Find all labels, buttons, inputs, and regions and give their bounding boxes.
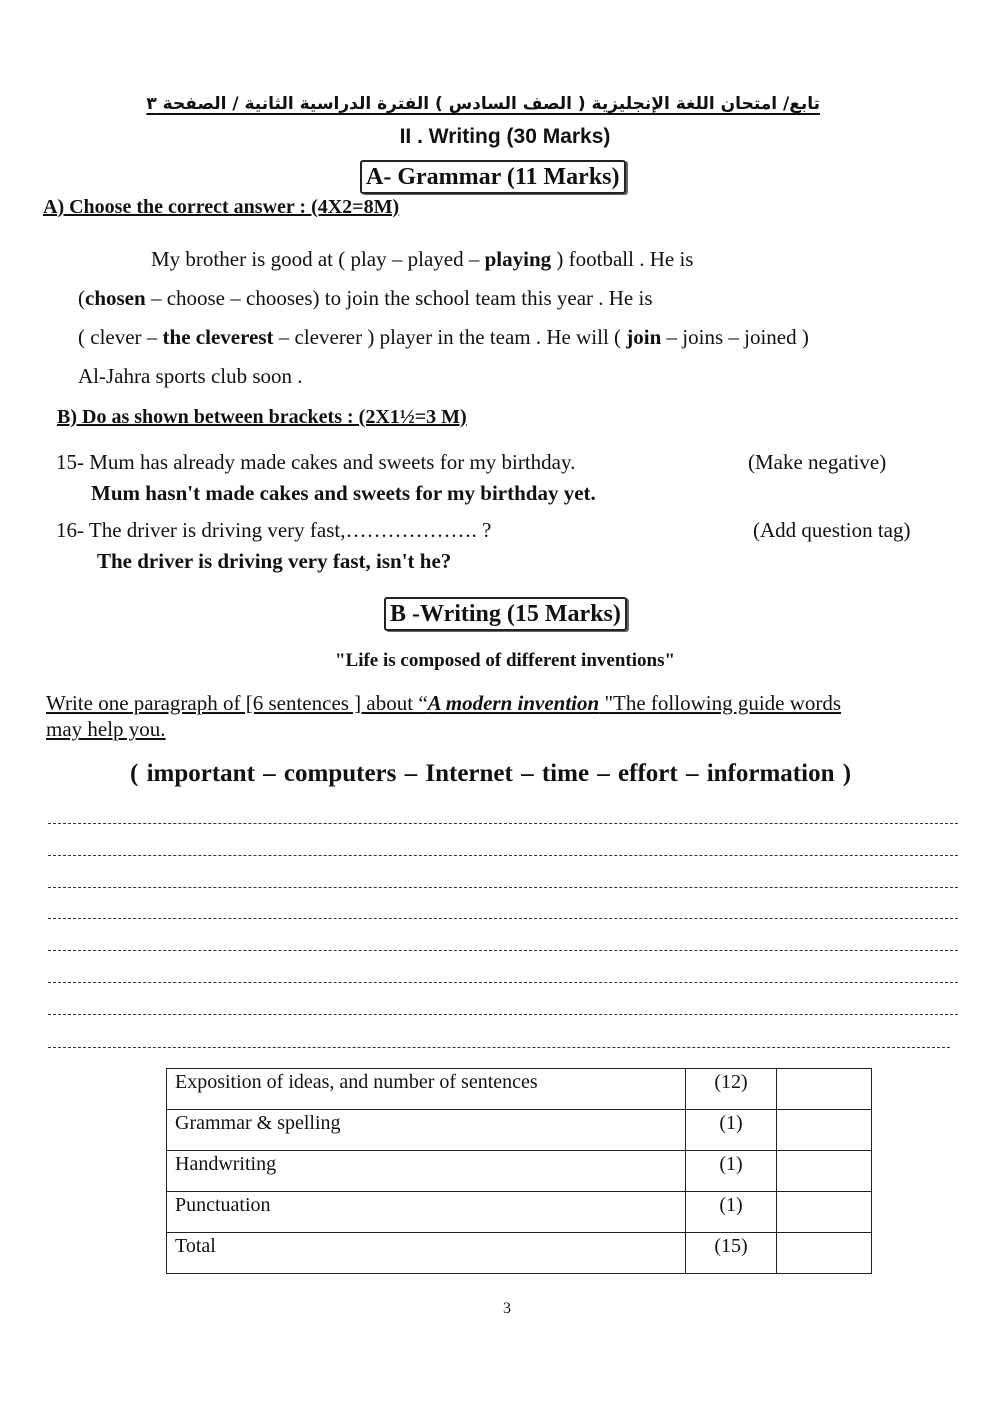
paragraph-text: – cleverer ) player in the team . He will ( <box>273 325 627 349</box>
part-a-title: A) Choose the correct answer : (4X2=8M) <box>43 196 400 218</box>
marks: (1) <box>686 1151 777 1192</box>
criterion: Total <box>167 1233 686 1274</box>
question-15: 15- Mum has already made cakes and sweets for my birthday. <box>56 450 576 474</box>
paragraph-line <box>151 247 693 272</box>
writing-line <box>48 982 958 983</box>
guide-words: ( important – computers – Internet – time – effort – information ) <box>130 760 852 787</box>
table-row <box>167 1233 872 1274</box>
writing-quote: "Life is composed of different inventions" <box>334 650 676 671</box>
instruction-text: "The following guide words <box>599 691 842 715</box>
section-title: II . Writing (30 Marks) <box>399 125 611 148</box>
score-cell <box>777 1151 872 1192</box>
paragraph-line <box>78 364 303 389</box>
page-number: 3 <box>503 1300 511 1317</box>
writing-line <box>48 887 958 888</box>
writing-instruction <box>46 691 841 716</box>
score-cell <box>777 1233 872 1274</box>
paragraph-text: ( <box>78 286 85 310</box>
paragraph-text: – choose – chooses) to join the school team this year . He is <box>145 286 653 310</box>
criterion: Handwriting <box>167 1151 686 1192</box>
grammar-heading: A- Grammar (11 Marks) <box>360 160 626 194</box>
table-row <box>167 1110 872 1151</box>
answer-choice: playing <box>484 247 552 271</box>
table-row <box>167 1151 872 1192</box>
writing-line <box>48 1014 958 1015</box>
answer-16: The driver is driving very fast, isn't he? <box>97 549 452 573</box>
rubric-table <box>166 1068 872 1274</box>
answer-choice: the cleverest <box>162 325 274 349</box>
writing-line <box>48 1047 950 1048</box>
marks: (1) <box>686 1110 777 1151</box>
score-cell <box>777 1192 872 1233</box>
arabic-header: تابع/ امتحان اللغة الإنجليزية ( الصف السادس ) الفترة الدراسية الثانية / الصفحة ٣ <box>146 94 820 114</box>
score-cell <box>777 1110 872 1151</box>
answer-15: Mum hasn't made cakes and sweets for my birthday yet. <box>91 481 596 505</box>
writing-heading: B -Writing (15 Marks) <box>384 597 627 631</box>
instruction-16: (Add question tag) <box>753 518 911 542</box>
part-b-title: B) Do as shown between brackets : (2X1½=3 M) <box>57 406 467 428</box>
table-row <box>167 1192 872 1233</box>
criterion: Grammar & spelling <box>167 1110 686 1151</box>
paragraph-text: Al-Jahra sports club soon . <box>78 364 303 388</box>
paragraph-text: ( clever – <box>78 325 163 349</box>
marks: (12) <box>686 1069 777 1110</box>
answer-choice: join <box>626 325 662 349</box>
writing-instruction-cont: may help you. <box>46 717 166 741</box>
criterion: Exposition of ideas, and number of sentences <box>167 1069 686 1110</box>
instruction-15: (Make negative) <box>748 450 887 474</box>
paragraph-line <box>78 325 809 350</box>
instruction-topic: A modern invention <box>427 691 600 715</box>
writing-line <box>48 918 958 919</box>
instruction-text: Write one paragraph of [6 sentences ] about “ <box>46 691 428 715</box>
question-16: 16- The driver is driving very fast,………………. ? <box>56 518 492 542</box>
writing-line <box>48 950 958 951</box>
paragraph-text: ) football . He is <box>551 247 694 271</box>
paragraph-text: My brother is good at ( play – played – <box>151 247 485 271</box>
writing-line <box>48 823 958 824</box>
answer-choice: chosen <box>85 286 146 310</box>
paragraph-line <box>78 286 653 311</box>
marks: (1) <box>686 1192 777 1233</box>
table-row <box>167 1069 872 1110</box>
writing-line <box>48 855 958 856</box>
criterion: Punctuation <box>167 1192 686 1233</box>
score-cell <box>777 1069 872 1110</box>
marks: (15) <box>686 1233 777 1274</box>
paragraph-text: – joins – joined ) <box>661 325 809 349</box>
